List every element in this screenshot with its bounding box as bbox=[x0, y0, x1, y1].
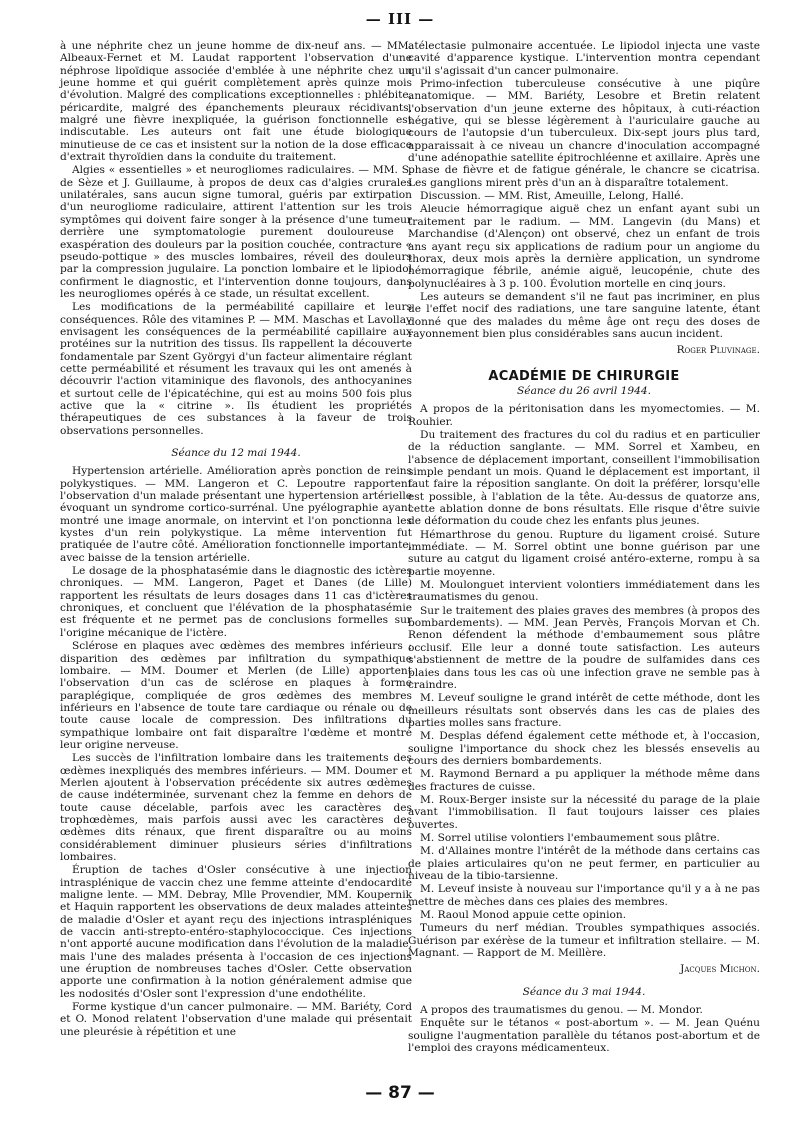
paragraph-infiltration: Les succès de l'infiltration lombaire dans les traitements des œdèmes inexpliqués des membres inférieurs. — MM. Doumer et Merlen ajoutent à l'observation précédente six autres œdèmes de cause indéterminée, survenant chez la femme en dehors de toute cause décelable, parfois avec les caractères des trophœdèmes, mais parfois aussi avec les caractères des œdèmes dits rénaux, que firent disparaître ou au moins considérablement diminuer plusieurs séries d'infiltrations lombaires. bbox=[60, 752, 412, 863]
seance-3-mai: Séance du 3 mai 1944. bbox=[522, 985, 646, 998]
paragraph-roux-berger: M. Roux-Berger insiste sur la nécessité du parage de la plaie avant l'immobilisation. Il faut toujours laisser ces plaies ouvertes. bbox=[408, 793, 760, 831]
paragraph-moulonguet: M. Moulonguet intervient volontiers immédiatement dans les traumatismes du genou. bbox=[408, 579, 760, 604]
seance-12-mai: Séance du 12 mai 1944. bbox=[171, 447, 301, 459]
paragraph-auteurs: Les auteurs se demandent s'il ne faut pas incriminer, en plus de l'effet nocif des radiations, une tare sanguine latente, étant donné que des malades du même âge ont reçu des doses de rayonnement bien plus considérables sans aucun incident. bbox=[408, 290, 760, 340]
paragraph-nephrose: à une néphrite chez un jeune homme de dix-neuf ans. — MM. Albeaux-Fernet et M. Laudat rapportent l'observation d'une néphrose lipoïdique associée d'emblée à une néphrite chez un jeune homme et qui guérit complètement après quinze mois d'évolution. Malgré des complications exceptionnelles : phlébite, péricardite, malgré des épanchements pleuraux récidivants, malgré une fièvre inexpliquée, la guérison fonctionnelle est indiscutable. Les auteurs ont fait une étude biologique minutieuse de ce cas et insistent sur la notion de la dose efficace d'extrait thyroïdien dans la conduite du traitement. bbox=[60, 40, 412, 164]
paragraph-plaies-graves: Sur le traitement des plaies graves des membres (à propos des bombardements). — MM. Jean Pervès, François Morvan et Ch. Renon défendent la méthode d'embaumement sous plâtre occlusif. Elle leur a donné toute satisfaction. Les auteurs s'abstiennent de mettre de la poudre de sulfamides dans ces plaies dans tous les cas où une infection grave ne semble pas à craindre. bbox=[408, 604, 760, 691]
paragraph-desplas: M. Desplas défend également cette méthode et, à l'occasion, souligne l'importance du shock chez les blessés ensevelis au cours des derniers bombardements. bbox=[408, 730, 760, 767]
paragraph-hemarthrose: Hémarthrose du genou. Rupture du ligament croisé. Suture immédiate. — M. Sorrel obtint une bonne guérison par une suture au catgut du ligament croisé antéro-externe, rompu à sa partie moyenne. bbox=[408, 528, 760, 578]
paragraph-aleucie: Aleucie hémorragique aiguë chez un enfant ayant subi un traitement par le radium. — MM. Langevin (du Mans) et Marchandise (d'Alençon) ont observé, chez un enfant de trois ans ayant reçu six applications de radium pour un angiome du thorax, deux mois après la dernière application, un syndrome hémorragique fébrile, anémie aiguë, leucopénie, chute des polynucléaires à 3 p. 100. Évolution mortelle en cinq jours. bbox=[408, 203, 760, 290]
paragraph-permeabilite: Les modifications de la perméabilité capillaire et leurs conséquences. Rôle des vitamines P. — MM. Maschas et Lavollay envisagent les conséquences de la perméabilité capillaire aux protéines sur la nutrition des tissus. Ils rappellent la découverte fondamentale par Szent Györgyi d'un facteur alimentaire réglant cette perméabilité et résument les travaux qui les ont amenés à découvrir l'action vitaminique des flavonols, des anthocyanines et surtout celle de l'épicatéchine, qui est au moins 500 fois plus active que la « citrine ». Ils étudient les propriétés thérapeutiques de ces substances à la faveur de trois observations personnelles. bbox=[60, 301, 412, 437]
paragraph-atelectasie: atélectasie pulmonaire accentuée. Le lipiodol injecta une vaste cavité d'apparence kystique. L'intervention montra cependant qu'il s'agissait d'un cancer pulmonaire. bbox=[408, 40, 760, 77]
signature-pluvinage: Roger Pluvinage. bbox=[676, 344, 760, 357]
paragraph-cancer-kystique: Forme kystique d'un cancer pulmonaire. — MM. Bariéty, Cord et O. Monod relatent l'observation d'une malade qui présentait une pleurésie à répétition et une bbox=[60, 1001, 412, 1038]
paragraph-osler: Éruption de taches d'Osler consécutive à une injection intrasplénique de vaccin chez une femme atteinte d'endocardite maligne lente. — MM. Debray, Mlle Provendier, MM. Koupernik et Haquin rapportent les observations de deux malades atteintes de maladie d'Osler et ayant reçu des injections intraspléniques de vaccin anti-strepto-entéro-staphylococcique. Ces injections n'ont apporté aucune modification dans l'évolution de la maladie, mais l'une des malades présenta à l'occasion de ces injections une éruption de nombreuses taches d'Osler. Cette observation apporte une confirmation à la notion généralement admise que les nodosités d'Osler sont l'expression d'une endothélite. bbox=[60, 864, 412, 1000]
paragraph-nerf-median: Tumeurs du nerf médian. Troubles sympathiques associés. Guérison par exérèse de la tumeur et infiltration stellaire. — M. Magnant. — Rapport de M. Meillère. bbox=[408, 922, 760, 960]
paragraph-discussion: Discussion. — MM. Rist, Ameuille, Lelong, Hallé. bbox=[420, 190, 684, 203]
paragraph-algies: Algies « essentielles » et neurogliomes radiculaires. — MM. S. de Sèze et J. Guillaume, à propos de deux cas d'algies crurales unilatérales, sans aucun signe tumoral, guéris par extirpation d'un neurogliome radiculaire, attirent l'attention sur les trois symptômes qui doivent faire songer à la présence d'une tumeur derrière une symptomatologie purement douloureuse : exaspération des douleurs par la position couchée, contracture « pseudo-pottique » des muscles lombaires, réveil des douleurs par la compression jugulaire. La ponction lombaire et le lipiodol confirment le diagnostic, et l'intervention donne toujours, dans les neurogliomes opérés à ce stade, un résultat excellent. bbox=[60, 164, 412, 300]
seance-26-avril: Séance du 26 avril 1944. bbox=[517, 384, 651, 397]
paragraph-monod: M. Raoul Monod appuie cette opinion. bbox=[420, 909, 627, 922]
paragraph-allaines: M. d'Allaines montre l'intérêt de la méthode dans certains cas de plaies articulaires qu'on ne peut fermer, en particulier au niveau de la tibio-tarsienne. bbox=[408, 845, 760, 882]
paragraph-fractures-radius: Du traitement des fractures du col du radius et en particulier de la réduction sanglante. — MM. Sorrel et Xambeu, en l'absence de déplacement important, conseillent l'immobilisation simple pendant un mois. Quand le déplacement est important, il faut faire la réposition sanglante. On doit la préférer, lorsqu'elle est possible, à l'ablation de la tête. Au-dessus de quatorze ans, cette ablation donne de bons résultats. Elle risque d'être suivie de déformation du coude chez les enfants plus jeunes. bbox=[408, 428, 760, 528]
paragraph-sclerose: Sclérose en plaques avec œdèmes des membres inférieurs ; disparition des œdèmes par infiltration du sympathique lombaire. — MM. Doumer et Merlen (de Lille) apportent l'observation d'un cas de sclérose en plaques à forme paraplégique, compliquée de gros œdèmes des membres inférieurs en l'absence de toute tare cardiaque ou rénale ou de toute cause locale de compression. Des infiltrations du sympathique lombaire ont fait disparaître l'œdème et montré leur origine nerveuse. bbox=[60, 640, 412, 751]
paragraph-phosphatasemie: Le dosage de la phosphatasémie dans le diagnostic des ictères chroniques. — MM. Langeron, Paget et Danes (de Lille) rapportent les résultats de leurs dosages dans 11 cas d'ictères chroniques, et concluent que l'élévation de la phosphatasémie est fréquente et ne permet pas de conclusions formelles sur l'origine mécanique de l'ictère. bbox=[60, 565, 412, 639]
paragraph-tetanos: Enquête sur le tétanos « post-abortum ». — M. Jean Quénu souligne l'augmentation parallèle du tétanos post-abortum et de l'emploi des crayons médicamenteux. bbox=[408, 1017, 760, 1055]
paragraph-sorrel: M. Sorrel utilise volontiers l'embaumement sous plâtre. bbox=[420, 831, 720, 844]
paragraph-primo-infection: Primo-infection tuberculeuse consécutive à une piqûre anatomique. — MM. Bariéty, Lesobre et Bretin relatent l'observation d'un jeune externe des hôpitaux, à cuti-réaction négative, qui se blesse légèrement à l'auriculaire gauche au cours de l'autopsie d'un tuberculeux. Dix-sept jours plus tard, apparaissait à ce niveau un chancre d'inoculation accompagné d'une adénopathie satellite épitrochléenne et axillaire. Après une phase de fièvre et de fatigue générale, le chancre se cicatrisa. Les ganglions mirent près d'un an à disparaître totalement. bbox=[408, 78, 760, 189]
paragraph-leveuf-1: M. Leveuf souligne le grand intérêt de cette méthode, dont les meilleurs résultats sont observés dans les cas de plaies des parties molles sans fracture. bbox=[408, 692, 760, 729]
paragraph-hypertension: Hypertension artérielle. Amélioration après ponction de reins polykystiques. — MM. Langeron et C. Lepoutre rapportent l'observation d'un malade présentant une hypertension artérielle évoquant un syndrome cortico-surrénal. Une pyélographie ayant montré une image anormale, on intervint et l'on ponctionna les kystes d'un rein polykystique. La même intervention fut pratiquée de l'autre côté. Amélioration fonctionnelle importante, avec baisse de la tension artérielle. bbox=[60, 465, 412, 564]
left-column bbox=[60, 40, 412, 1039]
paragraph-peritonisation: A propos de la péritonisation dans les myomectomies. — M. Rouhier. bbox=[408, 403, 760, 428]
page-header-roman: — III — bbox=[365, 10, 435, 28]
right-column bbox=[408, 40, 760, 1055]
signature-michon: Jacques Michon. bbox=[680, 963, 760, 976]
paragraph-leveuf-2: M. Leveuf insiste à nouveau sur l'importance qu'il y a à ne pas mettre de mèches dans ces plaies des membres. bbox=[408, 883, 760, 908]
academy-heading: ACADÉMIE DE CHIRURGIE bbox=[488, 368, 680, 384]
paragraph-bernard: M. Raymond Bernard a pu appliquer la méthode même dans des fractures de cuisse. bbox=[408, 768, 760, 793]
paragraph-genou: A propos des traumatismes du genou. — M. Mondor. bbox=[420, 1004, 703, 1017]
page-number-bottom: — 87 — bbox=[365, 1083, 435, 1103]
